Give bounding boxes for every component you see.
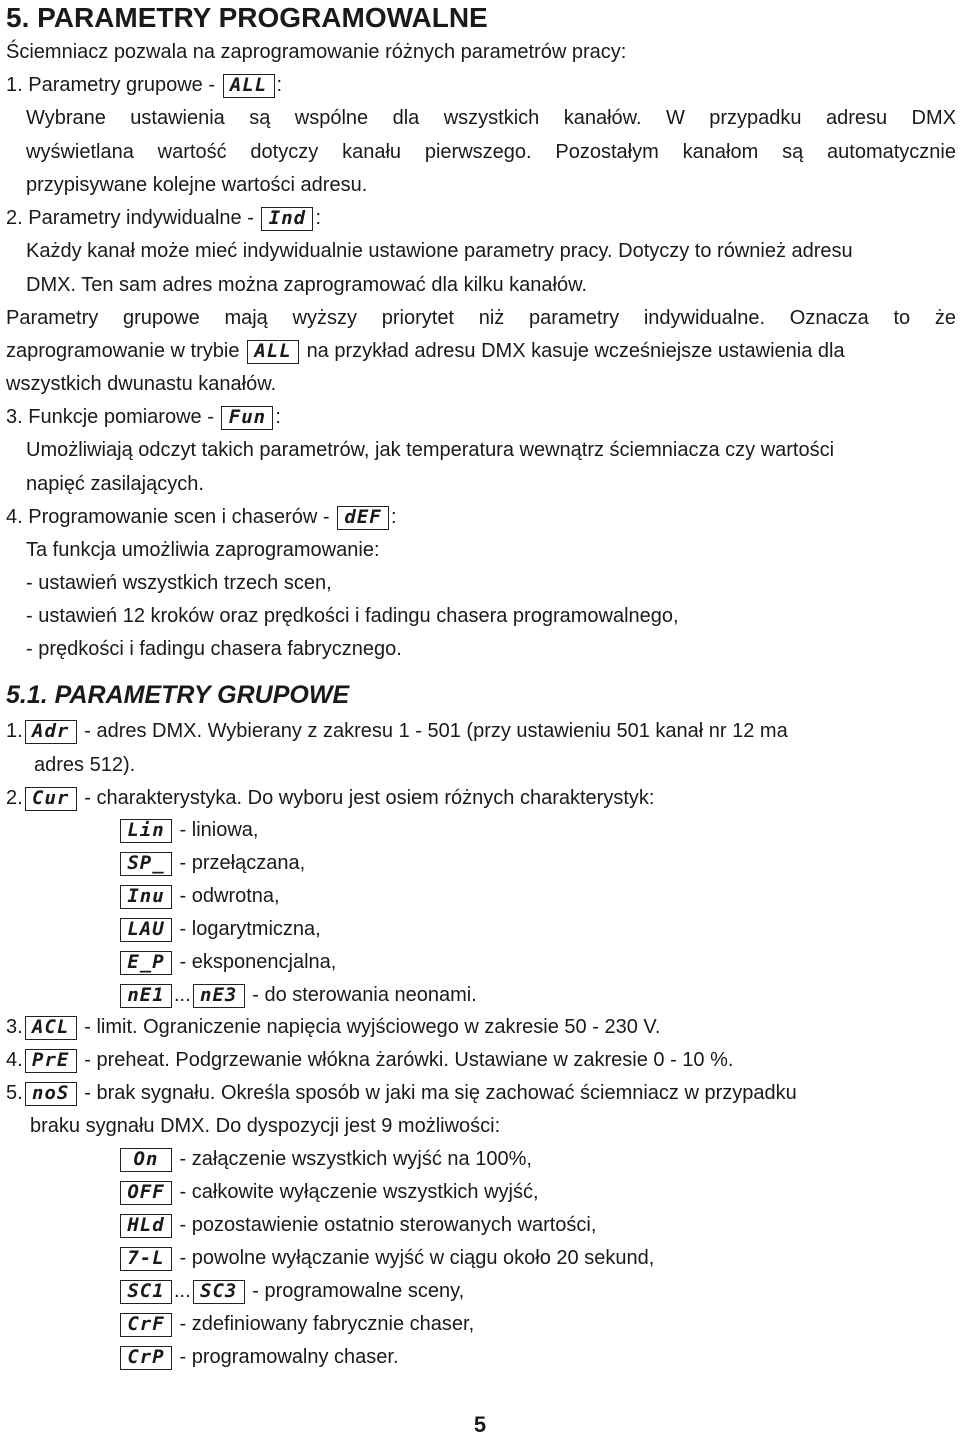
lcd-code: Fun xyxy=(221,406,273,430)
p2-heading: 2. Parametry indywidualne - Ind : xyxy=(6,206,322,229)
p3-heading: 3. Funkcje pomiarowe - Fun : xyxy=(6,405,281,428)
p3-line: Umożliwiają odczyt takich parametrów, jak temperatura wewnątrz ściemniacza czy wartości xyxy=(26,439,835,461)
lcd-code: ACL xyxy=(25,1016,77,1040)
option-item: HLd - pozostawienie ostatnio sterowanych wartości, xyxy=(118,1213,596,1238)
lcd-code: Ind xyxy=(261,207,313,231)
lcd-code: E_P xyxy=(120,951,172,975)
option-item: nE1 ... nE3 - do sterowania neonami. xyxy=(118,983,477,1008)
lcd-code: nE1 xyxy=(120,984,172,1008)
option-item: CrP - programowalny chaser. xyxy=(118,1345,399,1370)
option-item: 7-L - powolne wyłączanie wyjść w ciągu około 20 sekund, xyxy=(118,1246,654,1271)
option-item: Inu - odwrotna, xyxy=(118,884,280,909)
param-nos: 5. noS - brak sygnału. Określa sposób w jaki ma się zachować ściemniacz w przypadku xyxy=(6,1081,797,1104)
page-number: 5 xyxy=(473,1412,487,1437)
lcd-code: Inu xyxy=(120,885,172,909)
lcd-code: SC1 xyxy=(120,1280,172,1304)
lcd-code: On xyxy=(120,1148,172,1172)
intro-text: Ściemniacz pozwala na zaprogramowanie różnych parametrów pracy: xyxy=(6,41,627,63)
lcd-code: noS xyxy=(25,1082,77,1106)
lcd-code: SC3 xyxy=(193,1280,245,1304)
option-item: On - załączenie wszystkich wyjść na 100%, xyxy=(118,1147,532,1172)
p1-heading: 1. Parametry grupowe - ALL : xyxy=(6,73,283,96)
param-adr-cont: adres 512). xyxy=(34,754,136,776)
option-item: E_P - eksponencjalna, xyxy=(118,950,336,975)
p4-line: - ustawień 12 kroków oraz prędkości i fadingu chasera programowalnego, xyxy=(26,605,679,627)
lcd-code: PrE xyxy=(25,1049,77,1073)
lcd-code: nE3 xyxy=(193,984,245,1008)
lcd-code: Cur xyxy=(25,787,77,811)
p1-line: wyświetlana wartość dotyczy kanału pierwszego. Pozostałym kanałom są automatycznie xyxy=(26,141,956,163)
p1-line: Wybrane ustawienia są wspólne dla wszystkich kanałów. W przypadku adresu DMX xyxy=(26,107,956,129)
p4-line: Ta funkcja umożliwia zaprogramowanie: xyxy=(26,539,380,561)
lcd-code: HLd xyxy=(120,1214,172,1238)
option-item: CrF - zdefiniowany fabrycznie chaser, xyxy=(118,1312,474,1337)
param-pre: 4. PrE - preheat. Podgrzewanie włókna żarówki. Ustawiane w zakresie 0 - 10 %. xyxy=(6,1048,734,1071)
option-item: OFF - całkowite wyłączenie wszystkich wyjść, xyxy=(118,1180,539,1205)
lcd-code: Lin xyxy=(120,819,172,843)
lcd-code: ALL xyxy=(247,340,299,364)
option-item: Lin - liniowa, xyxy=(118,818,258,843)
lcd-code: OFF xyxy=(120,1181,172,1205)
lcd-code: dEF xyxy=(337,506,389,530)
priority-line: zaprogramowanie w trybie ALL na przykład adresu DMX kasuje wcześniejsze ustawienia dla xyxy=(6,339,845,362)
p2-line: Każdy kanał może mieć indywidualnie ustawione parametry pracy. Dotyczy to również adresu xyxy=(26,240,853,262)
p4-heading: 4. Programowanie scen i chaserów - dEF : xyxy=(6,505,397,528)
lcd-code: ALL xyxy=(223,74,275,98)
p4-line: - ustawień wszystkich trzech scen, xyxy=(26,572,332,594)
lcd-code: CrP xyxy=(120,1346,172,1370)
p4-line: - prędkości i fadingu chasera fabrycznego. xyxy=(26,638,402,660)
lcd-code: CrF xyxy=(120,1313,172,1337)
option-item: SP_ - przełączana, xyxy=(118,851,305,876)
param-acl: 3. ACL - limit. Ograniczenie napięcia wyjściowego w zakresie 50 - 230 V. xyxy=(6,1015,661,1038)
page-title: 5. PARAMETRY PROGRAMOWALNE xyxy=(6,2,488,33)
option-item: LAU - logarytmiczna, xyxy=(118,917,321,942)
lcd-code: LAU xyxy=(120,918,172,942)
lcd-code: SP_ xyxy=(120,852,172,876)
lcd-code: Adr xyxy=(25,720,77,744)
param-nos-cont: braku sygnału DMX. Do dyspozycji jest 9 możliwości: xyxy=(30,1115,501,1137)
param-adr: 1. Adr - adres DMX. Wybierany z zakresu 1 - 501 (przy ustawieniu 501 kanał nr 12 ma xyxy=(6,719,788,742)
option-item: SC1 ... SC3 - programowalne sceny, xyxy=(118,1279,464,1304)
section-title: 5.1. PARAMETRY GRUPOWE xyxy=(6,681,350,709)
param-cur: 2. Cur - charakterystyka. Do wyboru jest osiem różnych charakterystyk: xyxy=(6,786,655,809)
priority-line: wszystkich dwunastu kanałów. xyxy=(6,373,277,395)
p1-line: przypisywane kolejne wartości adresu. xyxy=(26,174,368,196)
priority-line: Parametry grupowe mają wyższy priorytet niż parametry indywidualne. Oznacza to że xyxy=(6,307,956,329)
lcd-code: 7-L xyxy=(120,1247,172,1271)
p3-line: napięć zasilających. xyxy=(26,473,204,495)
p2-line: DMX. Ten sam adres można zaprogramować dla kilku kanałów. xyxy=(26,274,587,296)
